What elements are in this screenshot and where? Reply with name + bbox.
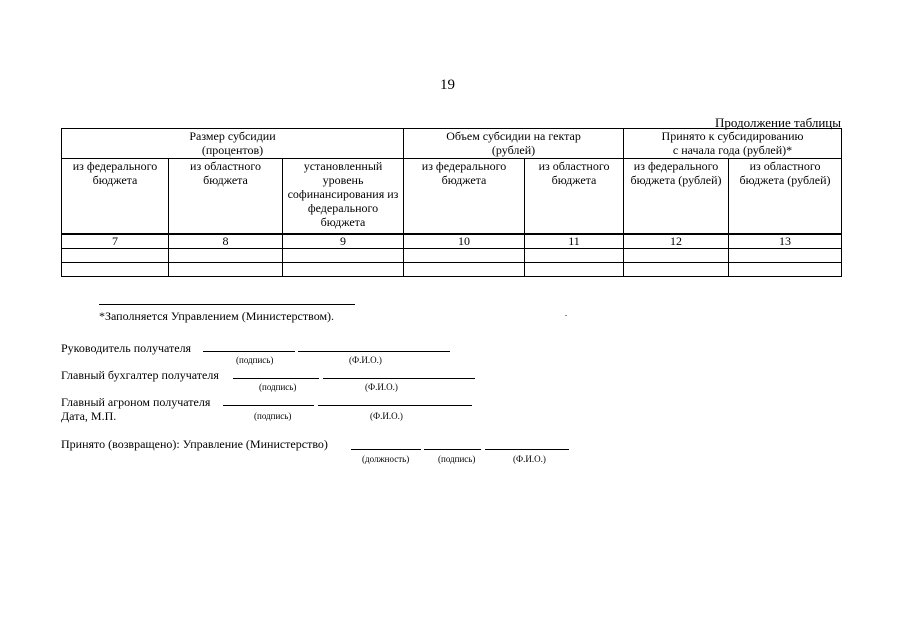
table-cell — [62, 263, 169, 277]
stray-mark — [565, 315, 567, 316]
hint-fio: (Ф.И.О.) — [513, 454, 546, 464]
hint-signature: (подпись) — [254, 411, 292, 421]
sub-header: из федерального бюджета (рублей) — [624, 159, 729, 235]
sub-header: из федерального бюджета — [62, 159, 169, 235]
table-cell — [169, 263, 283, 277]
hint-fio: (Ф.И.О.) — [365, 382, 398, 392]
hint-fio: (Ф.И.О.) — [370, 411, 403, 421]
sub-header: из областного бюджета — [525, 159, 624, 235]
sub-header: из федерального бюджета — [404, 159, 525, 235]
signature-label-accountant: Главный бухгалтер получателя — [61, 368, 219, 382]
hint-signature: (подпись) — [259, 382, 297, 392]
sub-header: из областного бюджета (рублей) — [729, 159, 842, 235]
table-cell — [729, 263, 842, 277]
group-header-subsidy-size: Размер субсидии (процентов) — [62, 129, 404, 159]
signature-label-agronomist: Главный агроном получателя — [61, 395, 211, 409]
column-number: 13 — [729, 234, 842, 249]
footnote: *Заполняется Управлением (Министерством). — [99, 309, 335, 323]
column-number: 12 — [624, 234, 729, 249]
fio-line[interactable] — [485, 449, 569, 450]
table-row — [62, 263, 842, 277]
signature-label-head: Руководитель получателя — [61, 341, 192, 355]
hint-fio: (Ф.И.О.) — [349, 355, 382, 365]
position-line[interactable] — [351, 449, 421, 450]
table-cell — [624, 249, 729, 263]
hint-signature: (подпись) — [236, 355, 274, 365]
table-cell — [283, 249, 404, 263]
table-cell — [404, 263, 525, 277]
table-cell — [62, 249, 169, 263]
table-continuation-label: Продолжение таблицы — [715, 115, 841, 130]
group-header-accepted: Принято к субсидированию с начала года (рублей)* — [624, 129, 842, 159]
column-number: 10 — [404, 234, 525, 249]
column-number: 11 — [525, 234, 624, 249]
table-row — [62, 249, 842, 263]
sub-header: установленный уровень софинансирования из федерального бюджета — [283, 159, 404, 235]
subsidy-table — [61, 128, 842, 277]
footnote-separator — [99, 304, 355, 305]
date-stamp-label: Дата, М.П. — [61, 409, 117, 423]
table-cell — [525, 263, 624, 277]
column-number: 7 — [62, 234, 169, 249]
sub-header: из областного бюджета — [169, 159, 283, 235]
signature-line[interactable] — [223, 405, 314, 406]
hint-position: (должность) — [362, 454, 410, 464]
table-cell — [283, 263, 404, 277]
column-number: 9 — [283, 234, 404, 249]
column-number: 8 — [169, 234, 283, 249]
table-cell — [624, 263, 729, 277]
table-cell — [525, 249, 624, 263]
hint-signature: (подпись) — [438, 454, 476, 464]
signature-line[interactable] — [233, 378, 319, 379]
group-header-subsidy-per-hectare: Объем субсидии на гектар (рублей) — [404, 129, 624, 159]
table-cell — [729, 249, 842, 263]
signature-line[interactable] — [203, 351, 295, 352]
accepted-label: Принято (возвращено): Управление (Министерство) — [61, 437, 328, 451]
fio-line[interactable] — [323, 378, 475, 379]
fio-line[interactable] — [318, 405, 472, 406]
fio-line[interactable] — [298, 351, 450, 352]
table-cell — [169, 249, 283, 263]
column-number-row — [62, 234, 842, 249]
page-number: 19 — [440, 77, 455, 93]
table-cell — [404, 249, 525, 263]
signature-line[interactable] — [424, 449, 481, 450]
